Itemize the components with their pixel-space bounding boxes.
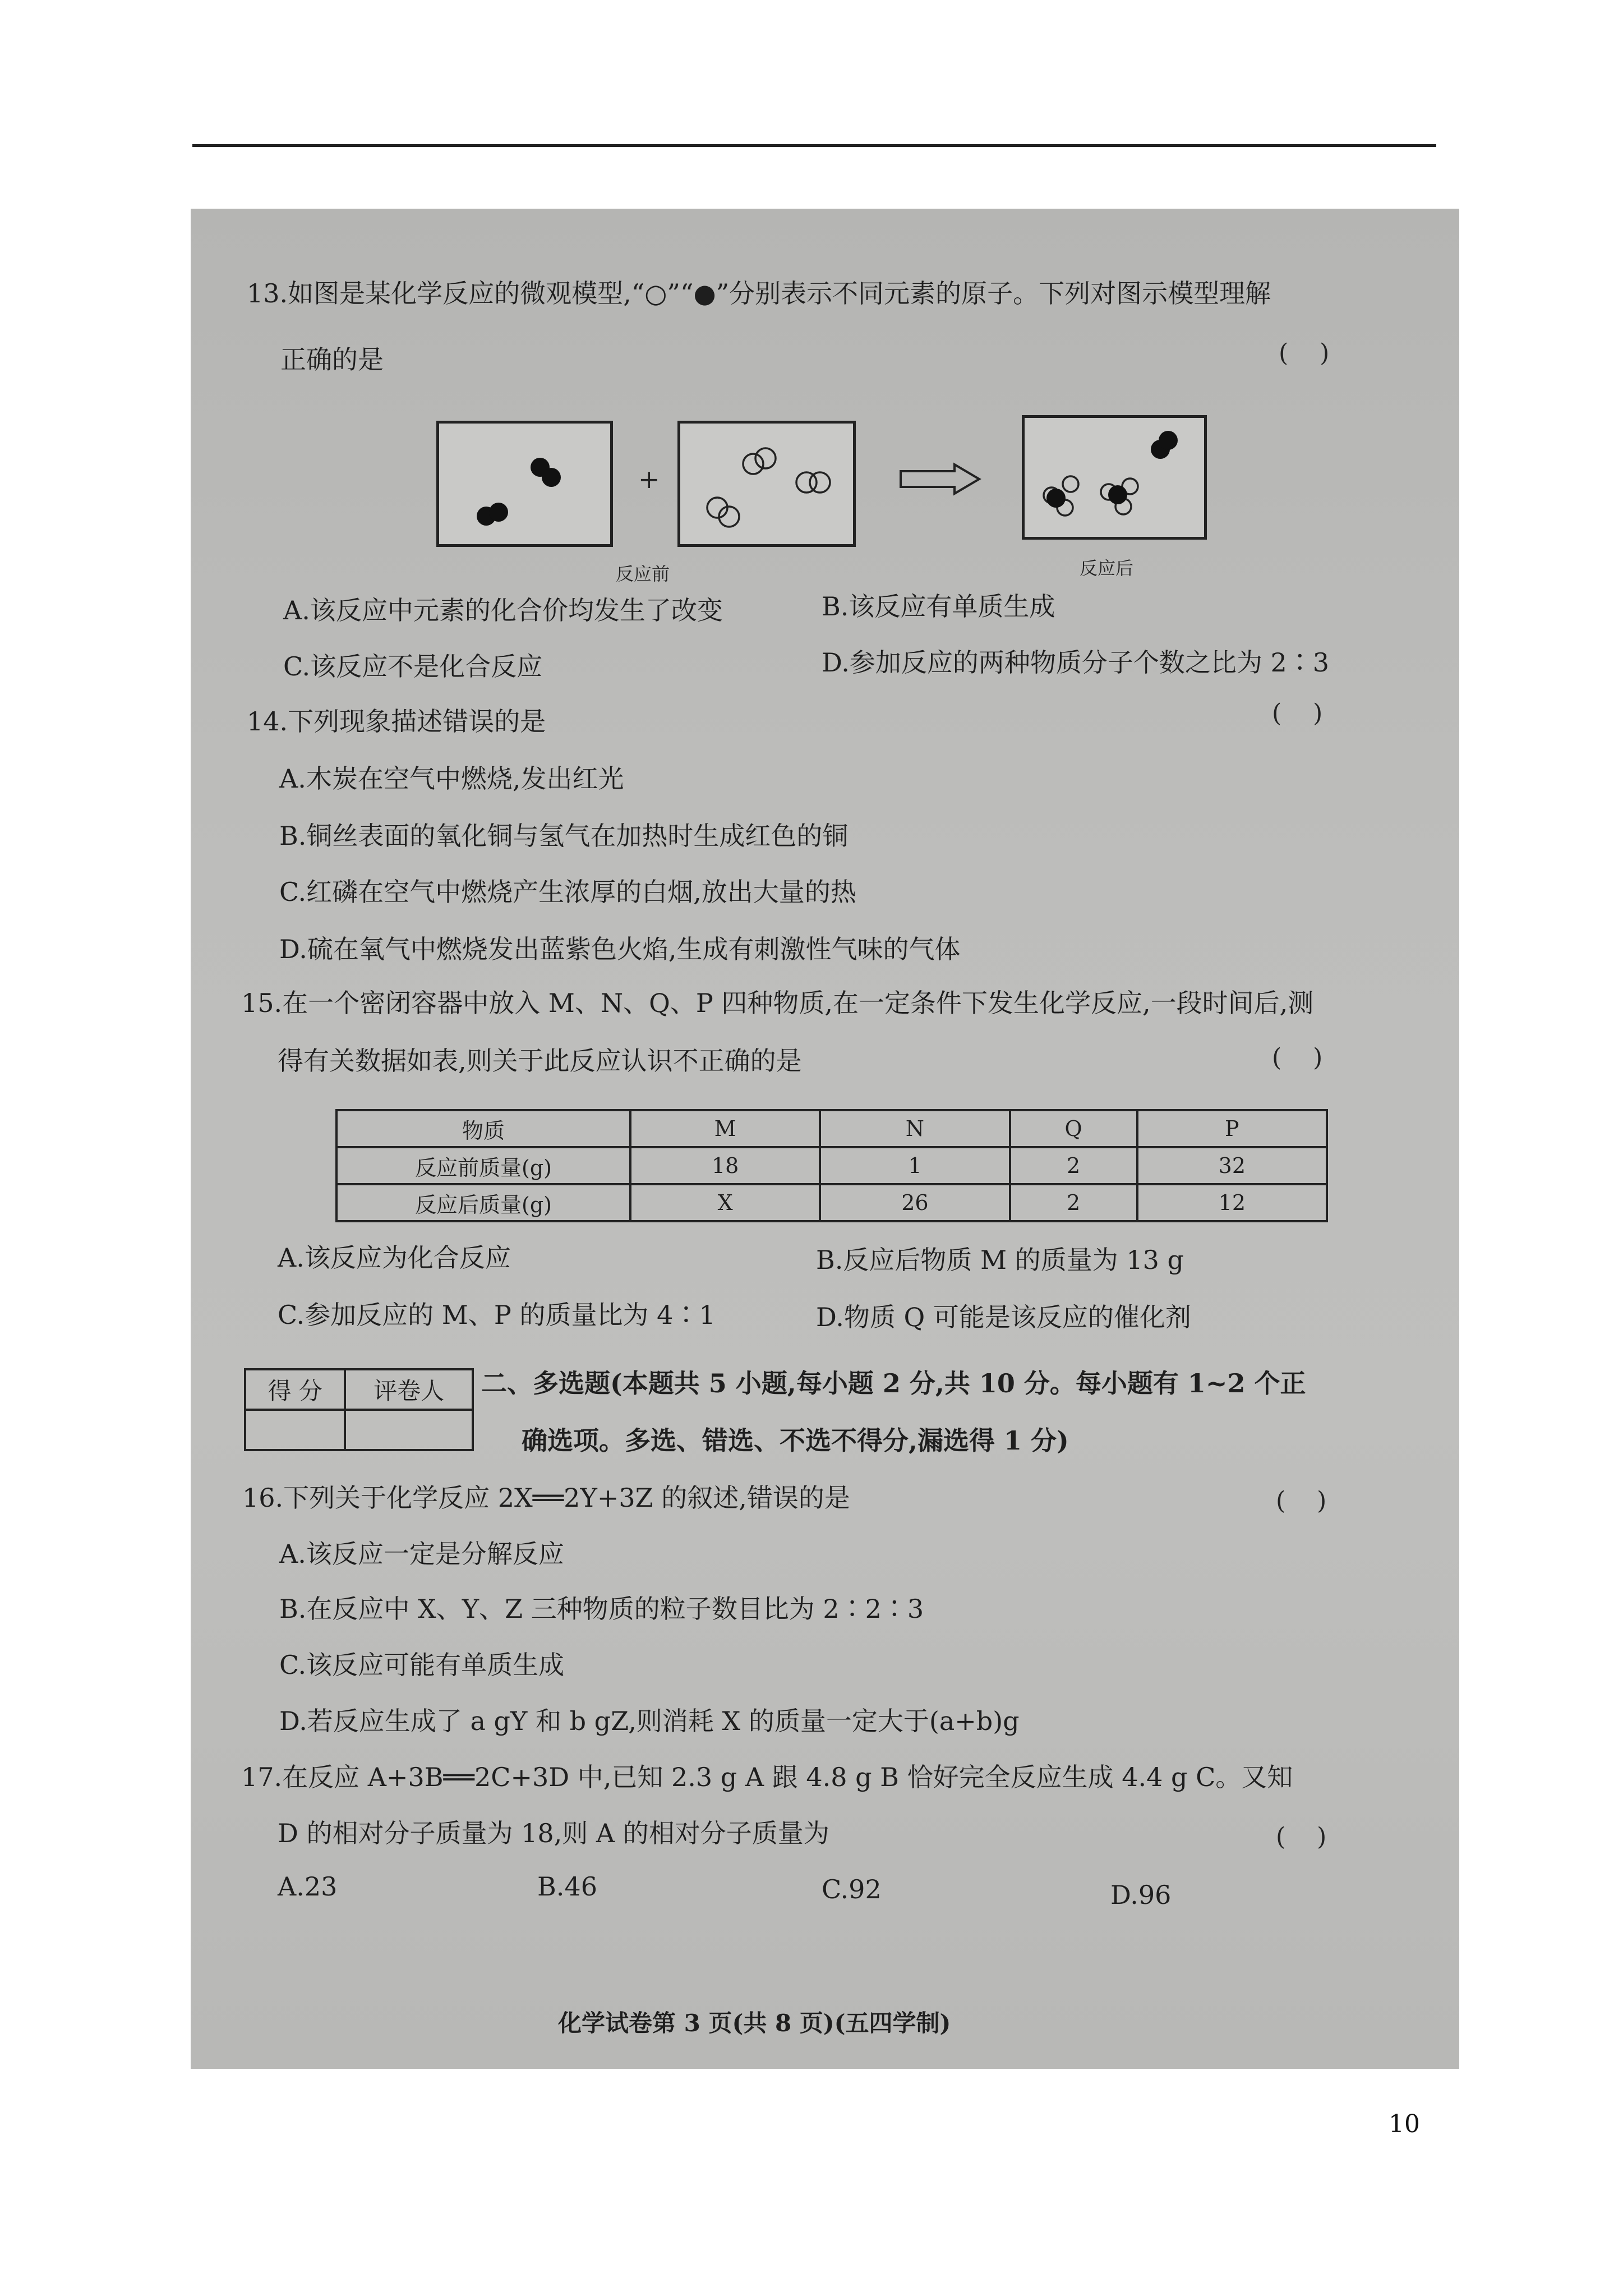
table-cell: 26	[820, 1184, 1009, 1221]
q17-option-c: C.92	[822, 1874, 882, 1904]
q15-option-d: D.物质 Q 可能是该反应的催化剂	[816, 1302, 1191, 1332]
q17-option-d: D.96	[1110, 1880, 1172, 1910]
q13-answer-paren: ( )	[1279, 339, 1330, 367]
reactant-molecules-2	[680, 424, 853, 544]
table-cell: X	[630, 1184, 820, 1221]
q15-stem-line2: 得有关数据如表,则关于此反应认识不正确的是	[278, 1046, 802, 1076]
table-cell: 2	[1010, 1147, 1137, 1184]
table-cell: 32	[1137, 1147, 1327, 1184]
table-cell: 反应后质量(g)	[336, 1184, 630, 1221]
plus-sign: +	[638, 464, 660, 494]
q13-stem-line1: 13.如图是某化学反应的微观模型,“○”“●”分别表示不同元素的原子。下列对图示模型理解	[247, 278, 1271, 309]
caption-after: 反应后	[1080, 558, 1134, 579]
scanned-exam-page	[191, 209, 1459, 2069]
table-cell: 1	[820, 1147, 1009, 1184]
q13-option-a: A.该反应中元素的化合价均发生了改变	[283, 595, 723, 625]
reactant-box-1	[436, 421, 613, 547]
q17-stem-line2: D 的相对分子质量为 18,则 A 的相对分子质量为	[278, 1818, 829, 1848]
table-cell: 18	[630, 1147, 820, 1184]
q16-answer-paren: ( )	[1276, 1487, 1327, 1515]
caption-before: 反应前	[616, 563, 670, 585]
q15-option-c: C.参加反应的 M、P 的质量比为 4∶1	[278, 1300, 716, 1330]
q16-option-d: D.若反应生成了 a gY 和 b gZ,则消耗 X 的质量一定大于(a+b)g	[279, 1706, 1020, 1736]
q14-option-c: C.红磷在空气中燃烧产生浓厚的白烟,放出大量的热	[279, 877, 856, 907]
table-cell: 2	[1010, 1184, 1137, 1221]
product-box	[1022, 415, 1207, 540]
q13-option-c: C.该反应不是化合反应	[283, 651, 543, 682]
q13-option-d: D.参加反应的两种物质分子个数之比为 2∶3	[822, 647, 1330, 678]
q13-stem-line2: 正确的是	[280, 344, 384, 375]
grader-label: 评卷人	[345, 1369, 473, 1410]
table-header-cell: N	[820, 1110, 1009, 1147]
q17-stem-line1: 17.在反应 A+3B══2C+3D 中,已知 2.3 g A 跟 4.8 g B 恰好完全反应生成 4.4 g C。又知	[241, 1762, 1293, 1792]
q13-option-b: B.该反应有单质生成	[822, 591, 1055, 622]
table-cell: 反应前质量(g)	[336, 1147, 630, 1184]
q14-answer-paren: ( )	[1272, 699, 1323, 728]
table-header-cell: 物质	[336, 1110, 630, 1147]
grader-cell	[345, 1410, 473, 1450]
q14-option-d: D.硫在氧气中燃烧发出蓝紫色火焰,生成有刺激性气味的气体	[279, 934, 961, 964]
table-cell: 12	[1137, 1184, 1327, 1221]
q16-option-c: C.该反应可能有单质生成	[279, 1650, 565, 1680]
table-row	[336, 1184, 1327, 1221]
top-rule	[192, 144, 1436, 147]
table-header-cell: Q	[1010, 1110, 1137, 1147]
q16-option-a: A.该反应一定是分解反应	[279, 1539, 564, 1569]
reaction-arrow-icon	[898, 462, 983, 496]
q14-option-a: A.木炭在空气中燃烧,发出红光	[279, 763, 624, 794]
table-row	[336, 1147, 1327, 1184]
q15-answer-paren: ( )	[1272, 1043, 1323, 1072]
exam-footer: 化学试卷第 3 页(共 8 页)(五四学制)	[558, 2009, 951, 2037]
q14-option-b: B.铜丝表面的氧化铜与氢气在加热时生成红色的铜	[279, 821, 849, 851]
q17-answer-paren: ( )	[1276, 1823, 1327, 1851]
page-number: 10	[1389, 2110, 1420, 2138]
q15-option-b: B.反应后物质 M 的质量为 13 g	[816, 1245, 1184, 1275]
score-box	[244, 1368, 474, 1451]
q15-stem-line1: 15.在一个密闭容器中放入 M、N、Q、P 四种物质,在一定条件下发生化学反应,一段时间后,测	[241, 988, 1314, 1018]
q16-stem: 16.下列关于化学反应 2X══2Y+3Z 的叙述,错误的是	[242, 1483, 850, 1513]
table-header-cell: P	[1137, 1110, 1327, 1147]
reactant-molecules-1	[439, 424, 610, 544]
reactant-box-2	[677, 421, 856, 547]
q14-stem: 14.下列现象描述错误的是	[247, 706, 546, 737]
q17-option-a: A.23	[278, 1871, 338, 1902]
q15-data-table	[335, 1109, 1328, 1222]
section2-title-line1: 二、多选题(本题共 5 小题,每小题 2 分,共 10 分。每小题有 1~2 个正	[481, 1368, 1306, 1398]
score-cell	[245, 1410, 345, 1450]
q16-option-b: B.在反应中 X、Y、Z 三种物质的粒子数目比为 2∶2∶3	[279, 1594, 924, 1624]
table-header-row	[336, 1110, 1327, 1147]
q15-option-a: A.该反应为化合反应	[278, 1243, 511, 1273]
table-header-cell: M	[630, 1110, 820, 1147]
section2-title-line2: 确选项。多选、错选、不选不得分,漏选得 1 分)	[522, 1425, 1069, 1456]
score-label: 得 分	[245, 1369, 345, 1410]
product-molecules	[1025, 418, 1204, 537]
q17-option-b: B.46	[537, 1871, 597, 1902]
